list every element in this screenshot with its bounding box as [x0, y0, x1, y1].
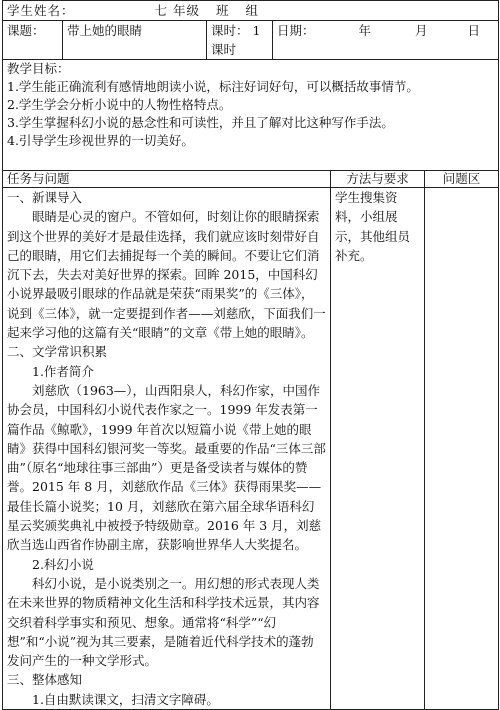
objective-item: 1.学生能正确流利有感情地朗读小说，标注好词好句，可以概括故事情节。 [7, 79, 419, 94]
objectives-row [3, 60, 499, 171]
section-2-subtitle-2: 2.科幻小说 [32, 556, 94, 572]
class-label: 班 [216, 3, 230, 18]
objective-item: 2.学生学会分析小说中的人物性格特点。 [7, 97, 232, 112]
objective-item: 3.学生掌握科幻小说的悬念性和可读性，并且了解对比这种写作手法。 [7, 115, 394, 130]
year-label: 年 [358, 23, 372, 38]
task-content-cell [3, 188, 331, 710]
method-column-header: 方法与要求 [331, 171, 425, 188]
task-column-header: 任务与问题 [3, 171, 331, 188]
section-1-paragraph: 眼睛是心灵的窗户。不管如何，时刻让你的眼睛探索到这个世界的美好才是最佳选择，我们就应该时刻带好自己的眼睛，用它们去捕捉每一个美的瞬间。不要让它们消沉下去，失去对美好世界的探索。回眸 2015，中国科幻小说界最吸引眼球的作品就是荣获“雨果奖”的《三体》，说到《三体》，就一定要提到作者——刘慈欣，下面我们一起来学习他的这篇有关“眼睛”的文章《带上她的眼睛》。 [7, 209, 326, 341]
day-label: 日 [467, 23, 481, 38]
date-label: 日期： [277, 23, 315, 38]
topic-label: 课题： [3, 21, 63, 60]
section-2-subtitle-1: 1.作者简介 [32, 363, 94, 379]
grade-text: 七 年级 [154, 3, 200, 18]
section-3-subtitle-1: 1.自由默读课文，扫清文字障碍。 [32, 691, 219, 707]
section-3-title: 三、整体感知 [7, 672, 83, 688]
topic-value: 带上她的眼睛 [63, 21, 207, 60]
method-content-cell: 学生搜集资料，小组展示，其他组员补充。 [331, 188, 425, 710]
content-row [3, 188, 499, 710]
group-label: 组 [245, 3, 260, 18]
hours-cell [207, 21, 273, 60]
section-1-title: 一、新课导入 [7, 190, 83, 205]
section-2-title: 二、文学常识积累 [7, 344, 108, 360]
question-area-cell [425, 188, 499, 710]
student-row [3, 1, 499, 21]
date-cell [273, 21, 499, 60]
student-name-label: 学生姓名： [7, 3, 75, 18]
student-info-cell [3, 1, 499, 21]
objectives-title: 教学目标： [7, 61, 70, 76]
objective-item: 4.引导学生珍视世界的一切美好。 [7, 133, 194, 148]
lesson-plan-table [2, 0, 499, 710]
column-header-row [3, 171, 499, 188]
hours-label: 课时： [211, 23, 249, 38]
objectives-cell [3, 60, 499, 171]
topic-row [3, 21, 499, 60]
hours-value: 1 课时 [211, 23, 261, 57]
section-2-paragraph-1: 刘慈欣（1963—），山西阳泉人，科幻作家，中国作协会员，中国科幻小说代表作家之一。1999 年发表第一篇作品《鲸歌》，1999 年首次以短篇小说《带上她的眼睛》获得中国科幻银河奖一等奖。最重要的作品“三体三部曲”（原名“地球往事三部曲”）更是备受读者与媒体的赞誉。2015 年 8 月，刘慈欣作品《三体》获得雨果奖——最佳长篇小说奖；10 月，刘慈欣在第六届全球华语科幻星云奖颁奖典礼中被授予特级勋章。2016 年 3 月，刘慈欣当选山西省作协副主席，获影响世界华人大奖提名。 [7, 382, 326, 553]
section-2-paragraph-2: 科幻小说，是小说类别之一。用幻想的形式表现人类在未来世界的物质精神文化生活和科学技术远景，其内容交织着科学事实和预见、想象。通常将“科学”“幻想”和“小说”视为其三要素，是随着近代科学技术的蓬勃发问产生的一种文学形式。 [7, 575, 320, 669]
month-label: 月 [415, 23, 428, 38]
question-column-header: 问题区 [425, 171, 499, 188]
